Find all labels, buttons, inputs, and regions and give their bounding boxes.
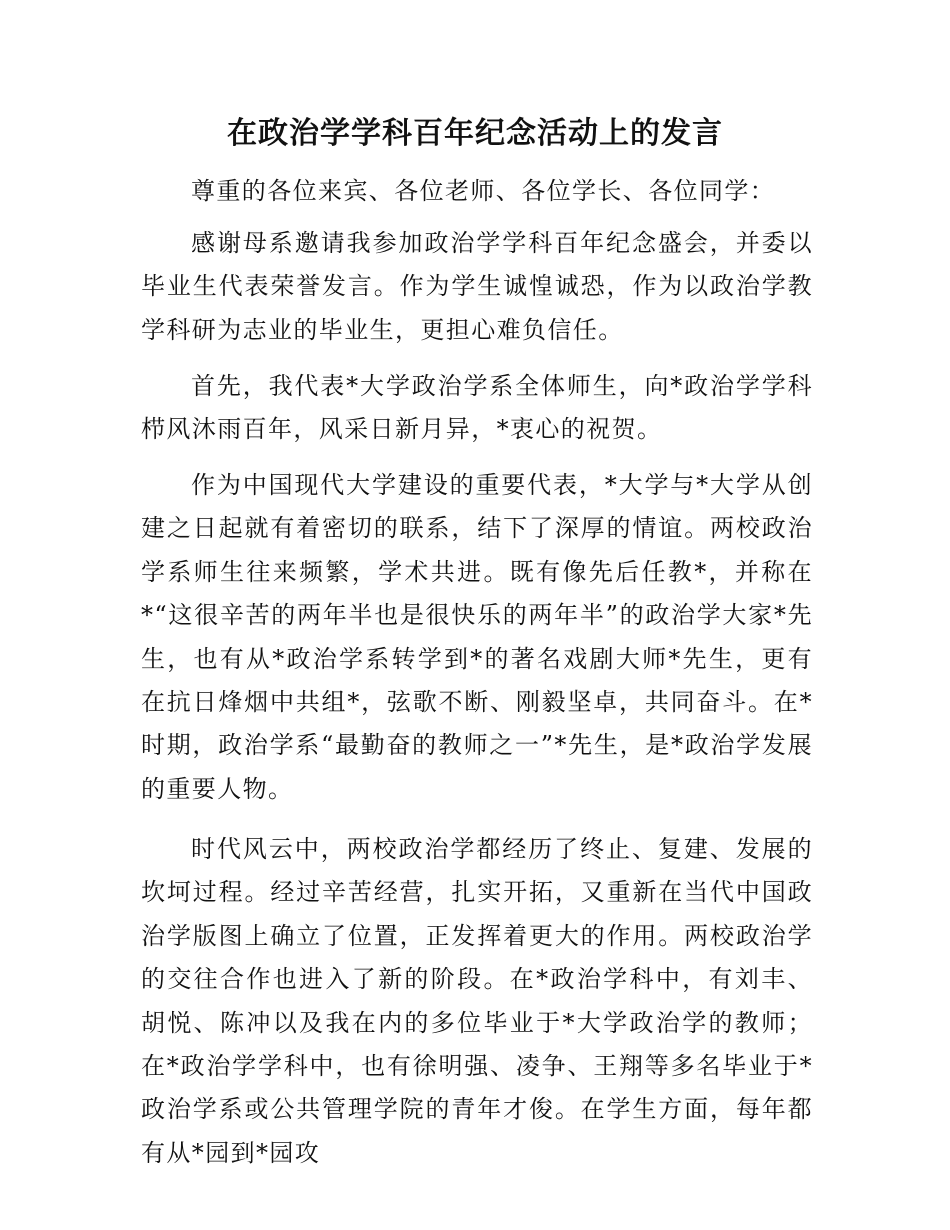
salutation-paragraph: 尊重的各位来宾、各位老师、各位学长、各位同学：: [191, 177, 776, 205]
body-paragraph: 时代风云中，两校政治学都经历了终止、复建、发展的坎坷过程。经过辛苦经营，扎实开拓，又重新在当代中国政治学版图上确立了位置，正发挥着更大的作用。两校政治学的交往合作也进入了新的阶段。在*政治学科中，有刘丰、胡悦、陈冲以及我在内的多位毕业于*大学政治学的教师；在*政治学学科中，也有徐明强、凌争、王翔等多名毕业于*政治学系或公共管理学院的青年才俊。在学生方面，每年都有从*园到*园攻: [141, 835, 813, 1167]
document-title: 在政治学学科百年纪念活动上的发言: [227, 116, 723, 151]
body-paragraph: 首先，我代表*大学政治学系全体师生，向*政治学学科栉风沐雨百年，风采日新月异，*衷心的祝贺。: [141, 372, 813, 444]
body-paragraph: 作为中国现代大学建设的重要代表，*大学与*大学从创建之日起就有着密切的联系，结下了深厚的情谊。两校政治学系师生往来频繁，学术共进。既有像先后任教*，并称在*“这很辛苦的两年半也是很快乐的两年半”的政治学大家*先生，也有从*政治学系转学到*的著名戏剧大师*先生，更有在抗日烽烟中共组*，弦歌不断、刚毅坚卓，共同奋斗。在*时期，政治学系“最勤奋的教师之一”*先生，是*政治学发展的重要人物。: [141, 471, 813, 803]
body-paragraph: 感谢母系邀请我参加政治学学科百年纪念盛会，并委以毕业生代表荣誉发言。作为学生诚惶诚恐，作为以政治学教学科研为志业的毕业生，更担心难负信任。: [141, 229, 813, 344]
